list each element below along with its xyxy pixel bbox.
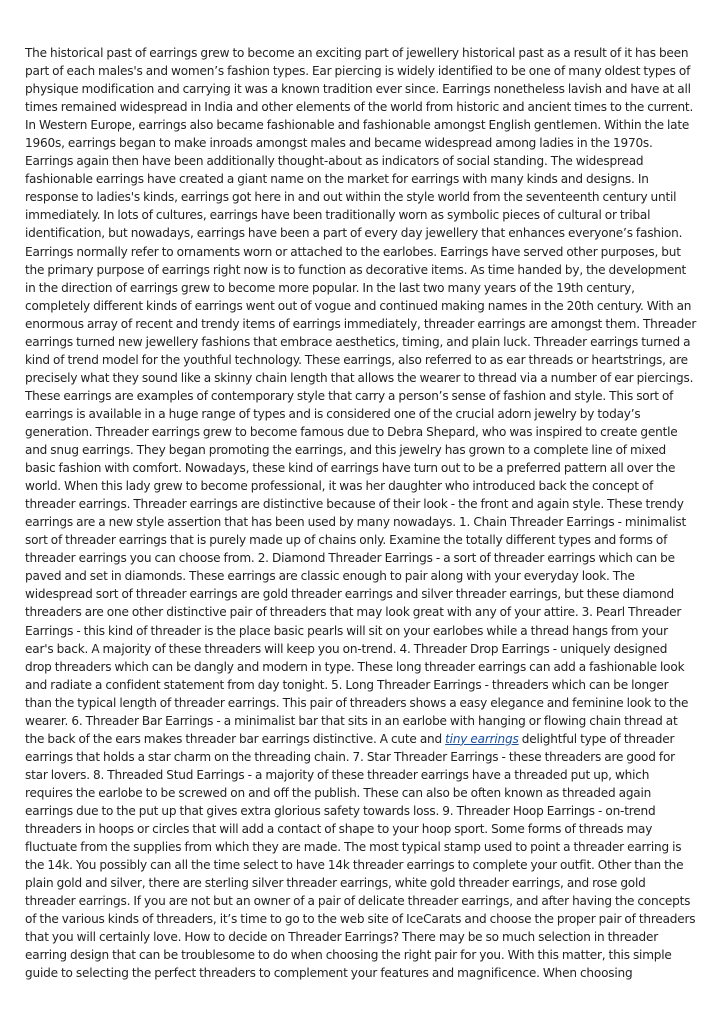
article-text-before-link: The historical past of earrings grew to become an exciting part of jewellery historical past as a result of it has been part of each males's and women’s fashion types. Ear piercing is widely identified to be one of many oldest types of physique modification and carrying it was a known tradition ever since. Earrings nonetheless lavish and have at all times remained widespread in India and other elements of the world from historic and ancient times to the current. In Western Europe, earrings also became fashionable and fashionable amongst English gentlemen. Within the late 1960s, earrings began to make inroads amongst males and became widespread among ladies in the 1970s. Earrings again then have been additionally thought-about as indicators of social standing. The widespread fashionable earrings have created a giant name on the market for earrings with many kinds and designs. In response to ladies's kinds, earrings got here in and out within the style world from the seventeenth century until immediately. In lots of cultures, earrings have been traditionally worn as symbolic pieces of cultural or tribal identification, but nowadays, earrings have been a part of every day jewellery that enhances everyone’s fashion. Earrings normally refer to ornaments worn or attached to the earlobes. Earrings have served other purposes, but the primary purpose of earrings right now is to function as decorative items. As time handed by, the development in the direction of earrings grew to become more popular. In the last two many years of the 19th century, completely different kinds of earrings went out of vogue and continued making names in the 20th century. With an enormous array of recent and trendy items of earrings immediately, threader earrings are amongst them. Threader earrings turned new jewellery fashions that embrace aesthetics, timing, and plain luck. Threader earrings turned a kind of trend model for the youthful technology. These earrings, also referred to as ear threads or heartstrings, are precisely what they sound like a skinny chain length that allows the wearer to thread via a number of ear piercings. These earrings are examples of contemporary style that carry a person’s sense of fashion and style. This sort of earrings is available in a huge range of types and is considered one of the crucial adorn jewelry by today’s generation. Threader earrings grew to become famous due to Debra Shepard, who was inspired to create gentle and snug earrings. They began promoting the earrings, and this jewelry has grown to a complete line of mixed basic fashion with comfort. Nowadays, these kind of earrings have turn out to be a preferred pattern all over the world. When this lady grew to become professional, it was her daughter who introduced back the concept of threader earrings. Threader earrings are distinctive because of their look - the front and again style. These trendy earrings are a new style assertion that has been used by many nowadays. 1. Chain Threader Earrings - minimalist sort of threader earrings that is purely made up of chains only. Examine the totally different types and forms of threader earrings you can choose from. 2. Diamond Threader Earrings - a sort of threader earrings which can be paved and set in diamonds. These earrings are classic enough to pair along with your everyday look. The widespread sort of threader earrings are gold threader earrings and silver threader earrings, but these diamond threaders are one other distinctive pair of threaders that may look great with any of your attire. 3. Pearl Threader Earrings - this kind of threader is the place basic pearls will sit on your earlobes while a thread hangs from your ear's back. A majority of these threaders will keep you on-trend. 4. Threader Drop Earrings - uniquely designed drop threaders which can be dangly and modern in type. These long threader earrings can add a fashionable look and radiate a confident statement from day tonight. 5. Long Threader Earrings - threaders which can be longer than the typical length of threader earrings. This pair of threaders shows a easy elegance and feminine look to the wearer. 6. Threader Bar Earrings - a minimalist bar that sits in an earlobe with hanging or flowing chain thread at the back of the ears makes threader bar earrings distinctive. A cute and: [25, 46, 697, 746]
article-text-after-link: delightful type of threader earrings that holds a star charm on the threading chain. 7. Star Threader Earrings - these threaders are good for star lovers. 8. Threaded Stud Earrings - a majority of these threader earrings have a threaded put up, which requires the earlobe to be screwed on and off the publish. These can also be often known as threaded again earrings due to the put up that gives extra glorious safety towards loss. 9. Threader Hoop Earrings - on-trend threaders in hoops or circles that will add a contact of shape to your hoop sport. Some forms of threads may fluctuate from the supplies from which they are made. The most typical stamp used to point a threader earring is the 14k. You possibly can all the time select to have 14k threader earrings to complete your outfit. Other than the plain gold and silver, there are sterling silver threader earrings, white gold threader earrings, and rose gold threader earrings. If you are not but an owner of a pair of delicate threader earrings, and after having the concepts of the various kinds of threaders, it’s time to go to the web site of IceCarats and choose the proper pair of threaders that you will certainly love. How to decide on Threader Earrings? There may be so much selection in threader earring design that can be troublesome to do when choosing the right pair for you. With this matter, this simple guide to selecting the perfect threaders to complement your features and magnificence. When choosing: [25, 731, 696, 981]
tiny-earrings-link[interactable]: tiny earrings: [445, 731, 519, 746]
article-paragraph: [25, 44, 697, 982]
article-body: [25, 44, 697, 982]
